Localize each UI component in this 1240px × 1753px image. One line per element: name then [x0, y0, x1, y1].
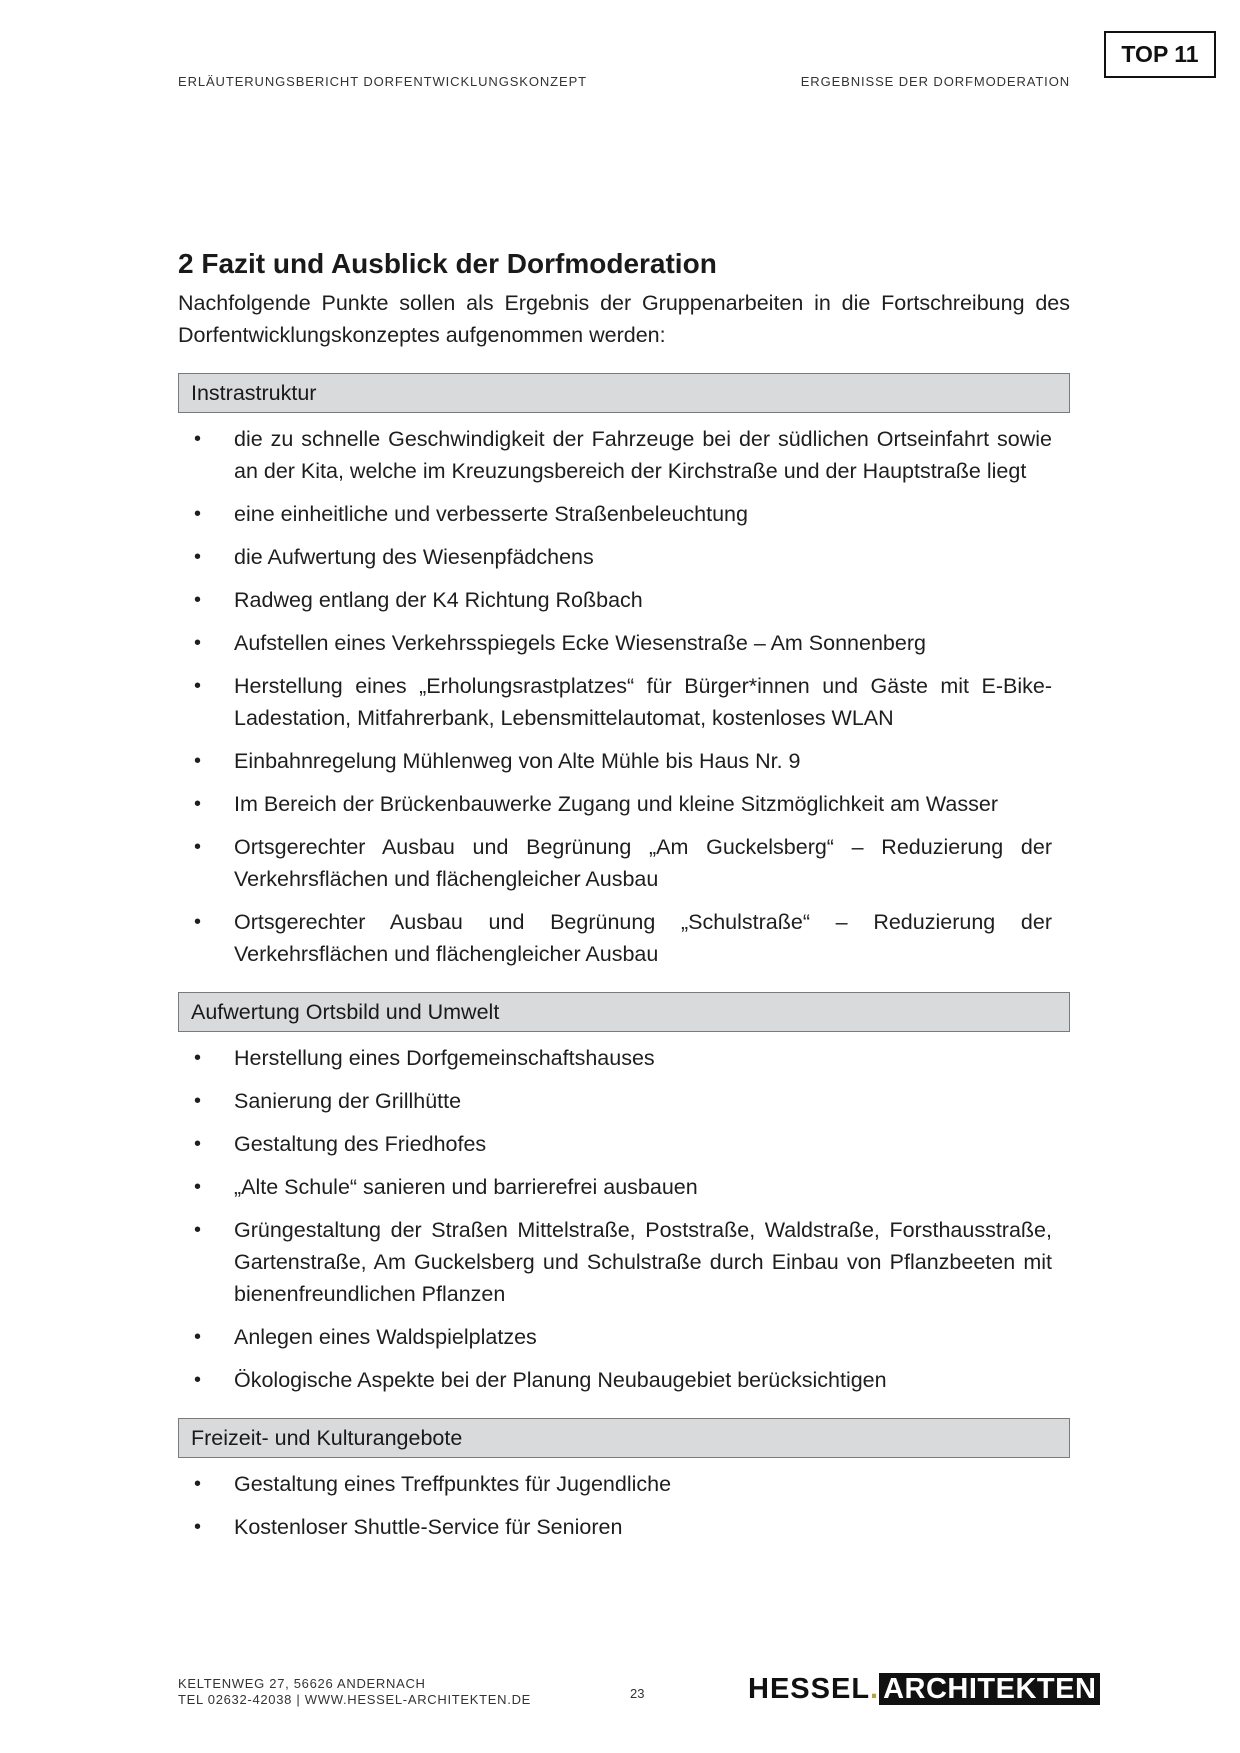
section-heading-ortsbild-umwelt: Aufwertung Ortsbild und Umwelt	[178, 992, 1070, 1032]
list-item	[178, 906, 1070, 970]
bullet-icon: •	[194, 503, 202, 525]
bullet-icon: •	[194, 589, 202, 611]
list-item	[178, 788, 1070, 820]
list-item	[178, 745, 1070, 777]
list-item	[178, 831, 1070, 895]
logo-text-hessel: HESSEL	[748, 1673, 871, 1705]
list-item-text: Herstellung eines Dorfgemeinschaftshauses	[234, 1046, 655, 1070]
list-item-text: Sanierung der Grillhütte	[234, 1089, 462, 1113]
list-item	[178, 1042, 1070, 1074]
running-header-left: ERLÄUTERUNGSBERICHT DORFENTWICKLUNGSKONZEPT	[178, 74, 587, 89]
list-item	[178, 1128, 1070, 1160]
list-item-text: die zu schnelle Geschwindigkeit der Fahrzeuge bei der südlichen Ortseinfahrt sowie an der Kita, welche im Kreuzungsbereich der Kirchstraße und der Hauptstraße liegt	[234, 427, 1052, 483]
list-item-text: Anlegen eines Waldspielplatzes	[234, 1325, 537, 1349]
bullet-icon: •	[194, 1473, 202, 1495]
bullet-icon: •	[194, 428, 202, 450]
list-item-text: Grüngestaltung der Straßen Mittelstraße, Poststraße, Waldstraße, Forsthausstraße, Gartenstraße, Am Guckelsberg und Schulstraße durch Einbau von Pflanzbeeten mit bienenfreundlichen Pflanzen	[234, 1218, 1052, 1306]
bullet-icon: •	[194, 1133, 202, 1155]
page-number: 23	[630, 1686, 645, 1701]
footer-address	[178, 1676, 531, 1708]
section-title: 2 Fazit und Ausblick der Dorfmoderation	[178, 248, 717, 279]
list-item	[178, 1364, 1070, 1396]
list-item	[178, 1085, 1070, 1117]
list-item-text: Radweg entlang der K4 Richtung Roßbach	[234, 588, 643, 612]
list-item-text: Einbahnregelung Mühlenweg von Alte Mühle bis Haus Nr. 9	[234, 749, 801, 773]
bullet-icon: •	[194, 1369, 202, 1391]
list-ortsbild-umwelt	[178, 1042, 1070, 1396]
list-item	[178, 1214, 1070, 1310]
top-badge: TOP 11	[1104, 31, 1216, 78]
list-infrastruktur	[178, 423, 1070, 970]
section-heading-infrastruktur: Instrastruktur	[178, 373, 1070, 413]
list-item	[178, 498, 1070, 530]
bullet-icon: •	[194, 1090, 202, 1112]
bullet-icon: •	[194, 632, 202, 654]
bullet-icon: •	[194, 1326, 202, 1348]
list-item-text: Herstellung eines „Erholungsrastplatzes“ für Bürger*innen und Gäste mit E-Bike-Ladestation, Mitfahrerbank, Lebensmittelautomat, kostenloses WLAN	[234, 674, 1052, 730]
list-item-text: die Aufwertung des Wiesenpfädchens	[234, 545, 594, 569]
main-content	[178, 245, 1070, 1554]
hessel-architekten-logo	[748, 1673, 1100, 1705]
list-item	[178, 1321, 1070, 1353]
list-item-text: Ortsgerechter Ausbau und Begrünung „Am Guckelsberg“ – Reduzierung der Verkehrsflächen und flächengleicher Ausbau	[234, 835, 1052, 891]
bullet-icon: •	[194, 1176, 202, 1198]
list-item	[178, 670, 1070, 734]
list-item	[178, 627, 1070, 659]
bullet-icon: •	[194, 1047, 202, 1069]
bullet-icon: •	[194, 1219, 202, 1241]
bullet-icon: •	[194, 546, 202, 568]
list-item-text: „Alte Schule“ sanieren und barrierefrei ausbauen	[234, 1175, 698, 1199]
list-item	[178, 584, 1070, 616]
bullet-icon: •	[194, 1516, 202, 1538]
footer-contact-line: TEL 02632-42038 | WWW.HESSEL-ARCHITEKTEN.DE	[178, 1692, 532, 1707]
footer-address-line: KELTENWEG 27, 56626 ANDERNACH	[178, 1676, 426, 1691]
list-item	[178, 1171, 1070, 1203]
section-heading-freizeit-kultur: Freizeit- und Kulturangebote	[178, 1418, 1070, 1458]
list-item-text: Ökologische Aspekte bei der Planung Neubaugebiet berücksichtigen	[234, 1368, 887, 1392]
list-item	[178, 423, 1070, 487]
list-item-text: Gestaltung eines Treffpunktes für Jugendliche	[234, 1472, 672, 1496]
bullet-icon: •	[194, 750, 202, 772]
list-item-text: eine einheitliche und verbesserte Straßenbeleuchtung	[234, 502, 748, 526]
bullet-icon: •	[194, 911, 202, 933]
running-header-right: ERGEBNISSE DER DORFMODERATION	[800, 74, 1070, 89]
intro-paragraph: Nachfolgende Punkte sollen als Ergebnis der Gruppenarbeiten in die Fortschreibung des Dorfentwicklungskonzeptes aufgenommen werden:	[178, 291, 1070, 347]
bullet-icon: •	[194, 836, 202, 858]
list-item	[178, 1511, 1070, 1543]
list-item-text: Kostenloser Shuttle-Service für Senioren	[234, 1515, 623, 1539]
list-item-text: Im Bereich der Brückenbauwerke Zugang und kleine Sitzmöglichkeit am Wasser	[234, 792, 998, 816]
list-item-text: Aufstellen eines Verkehrsspiegels Ecke Wiesenstraße – Am Sonnenberg	[234, 631, 926, 655]
logo-separator: .	[870, 1673, 880, 1705]
list-item-text: Gestaltung des Friedhofes	[234, 1132, 487, 1156]
list-item-text: Ortsgerechter Ausbau und Begrünung „Schulstraße“ – Reduzierung der Verkehrsflächen und flächengleicher Ausbau	[234, 910, 1052, 966]
logo-text-architekten: ARCHITEKTEN	[879, 1673, 1100, 1705]
bullet-icon: •	[194, 675, 202, 697]
bullet-icon: •	[194, 793, 202, 815]
list-item	[178, 1468, 1070, 1500]
list-freizeit-kultur	[178, 1468, 1070, 1543]
list-item	[178, 541, 1070, 573]
